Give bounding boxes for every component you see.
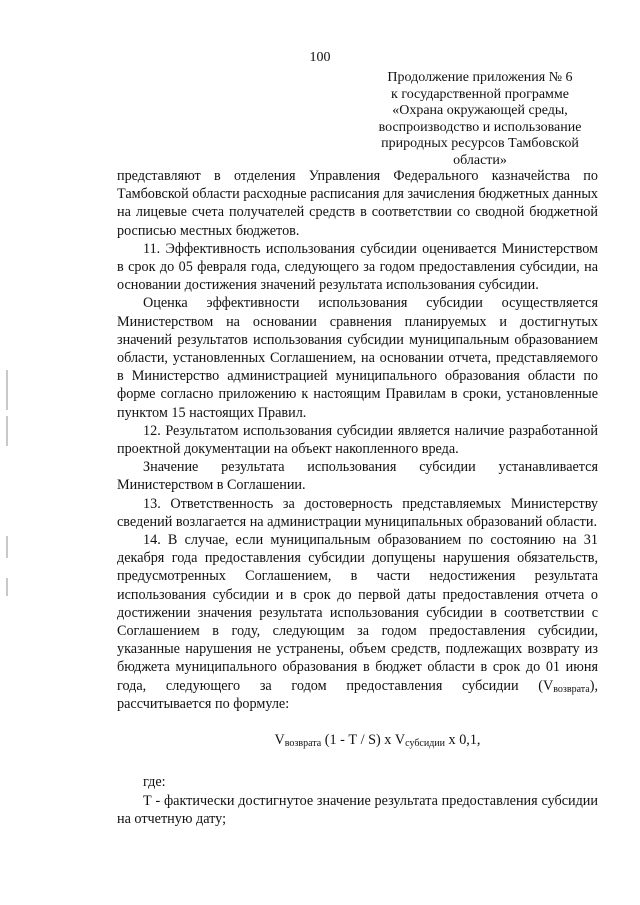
- formula-sub-subsidy: субсидии: [405, 738, 445, 750]
- where-label: где:: [143, 774, 166, 791]
- paragraph-efficiency-assessment: Оценка эффективности использования субсидии осуществляется Министерством на основании сравнения планируемых и достигнутых значений результатов использования субсидии муниципальным образованием области, установленных Соглашением, на основании отчета, представляемого в Министерство администрацией муниципального образования области по форме согласно приложению к настоящим Правилам в сроки, установленные пунктом 15 настоящих Правил.: [117, 295, 598, 421]
- paragraph-14-text: 14. В случае, если муниципальным образованием по состоянию на 31 декабря года предоставления субсидии допущены нарушения обязательств, предусмотренных Соглашением, в части недостижения результата использования субсидии и в срок до первой даты предоставления отчета о достижении значения результата использования субсидии в соответствии с Соглашением в году, следующим за годом предоставления субсидии, указанные нарушения не устранены, объем средств, подлежащих возврату из бюджета муниципального образования в бюджет области в срок до 01 июня года, следующего за годом предоставления субсидии (V: [117, 532, 598, 694]
- document-body: [117, 167, 598, 828]
- paragraph-12: 12. Результатом использования субсидии является наличие разработанной проектной документации на объект накопленного вреда.: [117, 422, 598, 458]
- formula-v: V: [274, 732, 285, 749]
- paragraph-13: 13. Ответственность за достоверность представляемых Министерству сведений возлагается на администрации муниципальных образований области.: [117, 495, 598, 530]
- formula-middle: (1 - Т / S) х V: [321, 732, 406, 749]
- scan-mark: [6, 536, 8, 558]
- scan-mark: [6, 578, 8, 596]
- page-number: 100: [309, 50, 331, 65]
- annex-line: воспроизводство и использование: [378, 119, 582, 135]
- annex-header: [340, 70, 620, 169]
- paragraph-continuation: представляют в отделения Управления Федерального казначейства по Тамбовской области расходные расписания для зачисления бюджетных данных на лицевые счета получателей средств в соответствии со сводной бюджетной росписью местных бюджетов.: [117, 168, 598, 239]
- formula-sub-return: возврата: [284, 738, 322, 750]
- annex-line: природных ресурсов Тамбовской: [381, 136, 579, 151]
- paragraph-14-tail: ), рассчитывается по формуле:: [117, 677, 598, 712]
- scan-mark: [6, 416, 8, 446]
- annex-line: «Охрана окружающей среды,: [392, 103, 568, 118]
- paragraph-14-subscript: возврата: [553, 683, 590, 695]
- refund-formula: [117, 731, 598, 749]
- paragraph-result-value: Значение результата использования субсидии устанавливается Министерством в Соглашении.: [117, 459, 598, 494]
- margin-scan-marks: [6, 370, 10, 602]
- annex-line: Продолжение приложения № 6: [387, 70, 573, 85]
- annex-line: к государственной программе: [391, 86, 569, 102]
- annex-line: области»: [453, 152, 507, 168]
- paragraph-t-definition: Т - фактически достигнутое значение результата предоставления субсидии на отчетную дату;: [117, 792, 598, 827]
- formula-end: х 0,1,: [445, 732, 481, 749]
- paragraph-14: [117, 531, 598, 713]
- paragraph-11: 11. Эффективность использования субсидии оценивается Министерством в срок до 05 февраля года, следующего за годом предоставления субсидии, на основании достижения значений результата использования субсидии.: [117, 240, 598, 294]
- scan-mark: [6, 370, 8, 410]
